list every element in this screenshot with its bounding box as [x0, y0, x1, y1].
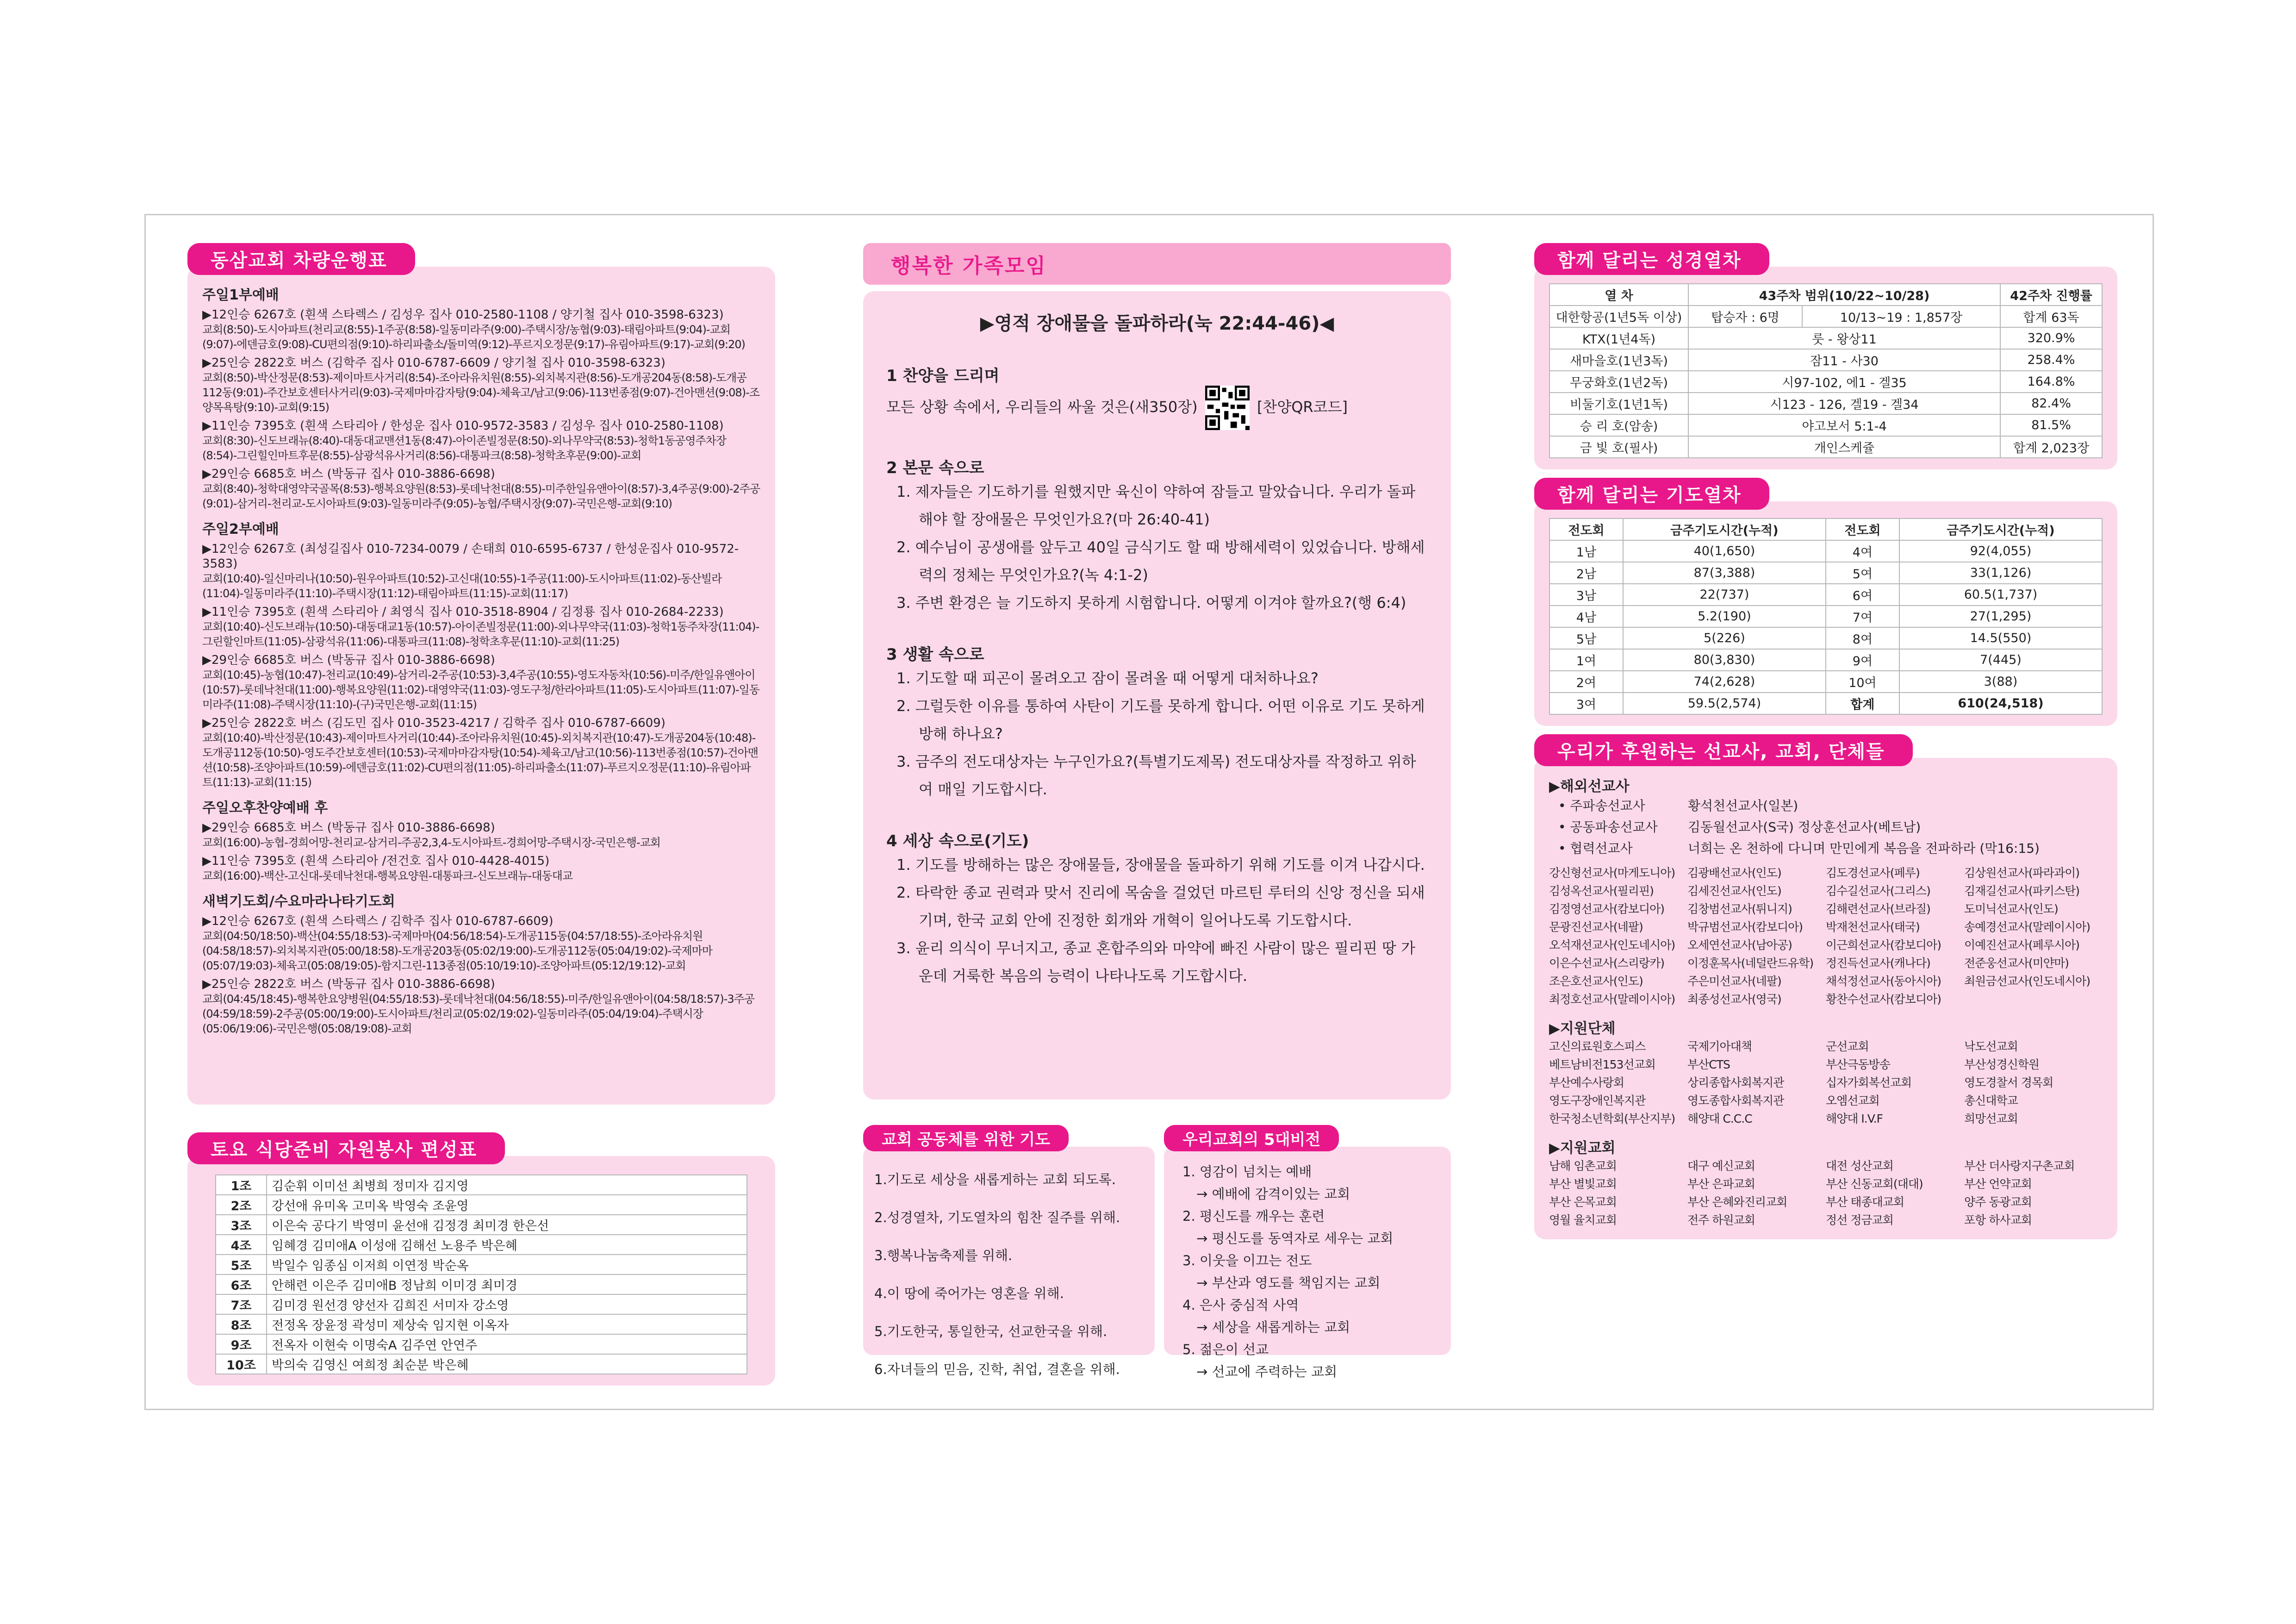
prayer-cell: 합계	[1826, 693, 1899, 714]
bus-header: ▶25인승 2822호 버스 (박동규 집사 010-3886-6698)	[202, 977, 495, 991]
missionary-line	[1549, 838, 2103, 859]
prayer-cell: 74(2,628)	[1623, 671, 1826, 693]
support-church: 부산 더사랑지구촌교회	[1964, 1159, 2075, 1173]
bible-progress: 82.4%	[2000, 393, 2102, 414]
vision-line: 1. 영감이 넘치는 예배	[1182, 1164, 1312, 1180]
bus-route: 교회(8:40)-청학대영약국골목(8:53)-행복요양원(8:53)-롯데낙천대(8:55)-미주한일유앤아이(8:57)-3,4주공(9:00)-2주공(9:01)-삼거리-천리교-도시아파트(9:03)-일동미라주(9:05)-농협/주택시장(9:07)-국민은행-교회(9:10)	[202, 482, 760, 510]
prayer-cell: 4남	[1549, 606, 1623, 627]
meal-names: 임혜경 김미애A 이성애 김해선 노용주 박은혜	[267, 1235, 747, 1255]
prayer-cell: 3여	[1549, 693, 1623, 714]
bus-route: 교회(16:00)-백산-고신대-롯데낙천대-행복요양원-대통파크-신도브래뉴-대동대교	[202, 869, 573, 882]
bus-route: 교회(10:40)-박산정문(10:43)-제이마트사거리(10:44)-조아라유치원(10:45)-외치복지관(10:47)-도개공204동(10:48)-도개공112동(10:50)-영도주간보호센터(10:53)-국제마마감자탕(10:54)-체육고/남고(10:56)-113번종점(10:57)-건아맨션(10:58)-조양아파트(10:59)-에덴금호(11:02)-CU편의점(11:05)-하리파출소(11:07)-푸르지오정문(11:10)-유림아파트(11:13)-교회(11:15)	[202, 731, 758, 789]
family-s2-heading: 2 본문 속으로	[886, 459, 984, 477]
bible-panel	[1534, 267, 2117, 469]
missionary-name: 오세연선교사(남아공)	[1687, 938, 1792, 952]
support-church: 부산 언약교회	[1964, 1177, 2032, 1191]
missionary-name: 김재길선교사(파키스탄)	[1964, 884, 2080, 898]
support-church: 부산 신동교회(대대)	[1826, 1177, 1923, 1191]
prayer-header-cell: 금주기도시간(누적)	[1623, 518, 1826, 540]
prayer-cell: 1여	[1549, 649, 1623, 671]
bus-header: ▶11인승 7395호 (흰색 스타리아 / 최영식 집사 010-3518-8904 / 김정룡 집사 010-2684-2233)	[202, 605, 724, 619]
prayer-cell: 2남	[1549, 562, 1623, 584]
family-s3-item: 1. 기도할 때 피곤이 몰려오고 잠이 몰려올 때 어떻게 대처하나요?	[896, 669, 1319, 687]
meal-team: 2조	[216, 1195, 267, 1215]
prayer-table	[1549, 518, 2103, 715]
support-church: 정선 정금교회	[1826, 1213, 1893, 1227]
bus-route: 교회(8:50)-박산정문(8:53)-제이마트사거리(8:54)-조아라유치원(8:55)-외치복지관(8:56)-도개공204동(8:58)-도개공112동(9:01)-주간보호센터사거리(9:03)-국제마마감자탕(9:04)-체육고/남고(9:06)-113번종점(9:07)-건아맨션(9:08)-조양목욕탕(9:10)-교회(9:15)	[202, 371, 759, 414]
community-item: 5.기도한국, 통일한국, 선교한국을 위해.	[874, 1324, 1108, 1339]
bible-train: KTX(1년4독)	[1549, 327, 1688, 349]
bible-row	[1549, 306, 2102, 327]
family-s4-item: 2. 타락한 종교 권력과 맞서 진리에 목숨을 걸었던 마르틴 루터의 신앙 정신을 되새기며, 한국 교회 안에 진정한 회개와 개혁이 일어나도록 기도합시다.	[896, 884, 1425, 929]
bus-route: 교회(8:30)-신도브래뉴(8:40)-대동대교맨션1동(8:47)-아이존빌정문(8:50)-외나무약국(8:53)-청학1동공영주차장(8:54)-그린힐인마트후문(8:55)-삼광석유사거리(8:56)-대통파크(8:58)-청학초후문(9:00)-교회	[202, 434, 727, 462]
family-s3-item: 2. 그럴듯한 이유를 통하여 사탄이 기도를 못하게 합니다. 어떤 이유로 기도 못하게 방해 하나요?	[896, 697, 1425, 743]
missionary-name: 이근희선교사(캄보디아)	[1826, 938, 1941, 952]
groups-grid	[1549, 1037, 2103, 1128]
community-item: 3.행복나눔축제를 위해.	[874, 1248, 1013, 1263]
bus-entry	[202, 418, 760, 463]
missionary-name: 김성옥선교사(필리핀)	[1549, 884, 1654, 898]
bible-extra: 10/13~19 : 1,857장	[1802, 306, 2000, 327]
missionary-name: 김수길선교사(그리스)	[1826, 884, 1930, 898]
prayer-row	[1549, 606, 2102, 627]
missionary-line-value: 황석천선교사(일본)	[1688, 798, 1798, 813]
support-church: 대전 성산교회	[1826, 1159, 1893, 1173]
support-church: 부산 태종대교회	[1826, 1195, 1904, 1209]
community-item: 6.자녀들의 믿음, 진학, 취업, 결혼을 위해.	[874, 1362, 1120, 1377]
vision-line: → 부산과 영도를 책임지는 교회	[1196, 1275, 1381, 1291]
bus-entry	[202, 605, 760, 649]
bulletin-sheet	[144, 214, 2154, 1410]
vehicle-schedule	[187, 267, 775, 1105]
vision-line: → 선교에 주력하는 교회	[1196, 1364, 1338, 1380]
meal-names: 박일수 임종심 이저희 이연정 박순옥	[267, 1255, 747, 1274]
groups-heading: ▶지원단체	[1549, 1020, 1616, 1037]
bus-header: ▶12인승 6267호 (흰색 스타렉스 / 김성우 집사 010-2580-1108 / 양기철 집사 010-3598-6323)	[202, 308, 724, 322]
prayer-row	[1549, 693, 2102, 714]
bus-route: 교회(10:40)-신도브래뉴(10:50)-대동대교1동(10:57)-아이존빌정문(11:00)-외나무약국(11:03)-청학1동주차장(11:04)-그린할인마트(11:05)-삼광석유(11:06)-대통파크(11:08)-청학초후문(11:10)-교회(11:25)	[202, 620, 759, 648]
bible-progress: 합계 63독	[2000, 306, 2102, 327]
missionary-line-key: • 주파송선교사	[1558, 798, 1645, 813]
vision-title: 우리교회의 5대비전	[1164, 1125, 1339, 1151]
prayer-cell: 5.2(190)	[1623, 606, 1826, 627]
support-church: 대구 예신교회	[1687, 1159, 1755, 1173]
bible-train: 새마을호(1년3독)	[1549, 349, 1688, 371]
qr-code-icon[interactable]	[1205, 386, 1250, 430]
prayer-row	[1549, 540, 2102, 562]
missionary-line	[1549, 795, 2103, 817]
support-church: 전주 하원교회	[1687, 1213, 1755, 1227]
vehicle-section-heading: 주일1부예배	[202, 287, 279, 303]
prayer-cell: 3남	[1549, 584, 1623, 606]
family-s4-item: 1. 기도를 방해하는 많은 장애물들, 장애물을 돌파하기 위해 기도를 이겨 나갑시다.	[896, 856, 1425, 874]
bible-table	[1549, 283, 2103, 458]
bible-range: 야고보서 5:1-4	[1688, 414, 2000, 436]
support-group: 해양대 C.C.C	[1687, 1112, 1752, 1125]
support-group: 희망선교회	[1964, 1112, 2018, 1125]
prayer-cell: 40(1,650)	[1623, 540, 1826, 562]
bible-train: 비둘기호(1년1독)	[1549, 393, 1688, 414]
missionary-name: 김광배선교사(인도)	[1687, 866, 1781, 880]
family-s2-item: 3. 주변 환경은 늘 기도하지 못하게 시험합니다. 어떻게 이겨야 할까요?(행 6:4)	[896, 594, 1406, 612]
bus-entry	[202, 820, 760, 850]
meal-team: 9조	[216, 1334, 267, 1354]
missionary-line-value: 너희는 온 천하에 다니며 만민에게 복음을 전파하라 (막16:15)	[1688, 841, 2040, 856]
prayer-row	[1549, 584, 2102, 606]
meal-row	[216, 1195, 747, 1215]
support-group: 해양대 I.V.F	[1826, 1112, 1883, 1125]
support-church: 포항 하사교회	[1964, 1213, 2032, 1227]
support-group: 부산성경신학원	[1964, 1058, 2040, 1071]
prayer-cell: 3(88)	[1899, 671, 2102, 693]
family-subtitle: ▶영적 장애물을 돌파하라(눅 22:44-46)◀	[980, 313, 1334, 334]
missionary-name: 김정영선교사(캄보디아)	[1549, 902, 1665, 916]
prayer-cell: 33(1,126)	[1899, 562, 2102, 584]
meal-row	[216, 1255, 747, 1274]
prayer-cell: 7여	[1826, 606, 1899, 627]
prayer-cell: 60.5(1,737)	[1899, 584, 2102, 606]
prayer-row	[1549, 649, 2102, 671]
missionary-name: 최종성선교사(영국)	[1687, 993, 1781, 1006]
bible-header-row	[1549, 284, 2102, 306]
prayer-row	[1549, 562, 2102, 584]
meal-row	[216, 1175, 747, 1195]
bus-entry	[202, 854, 760, 883]
support-group: 오엠선교회	[1826, 1094, 1879, 1107]
column-middle	[863, 243, 1451, 1099]
bus-header: ▶11인승 7395호 (흰색 스타리아 / 한성운 집사 010-9572-3583 / 김성우 집사 010-2580-1108)	[202, 419, 724, 433]
vision-line: → 세상을 새롭게하는 교회	[1196, 1319, 1350, 1335]
missionary-name: 채석정선교사(동아시아)	[1826, 974, 1941, 988]
vision-line: → 예배에 감격이있는 교회	[1196, 1186, 1350, 1202]
meal-names: 전옥자 이현숙 이명숙A 김주연 안연주	[267, 1334, 747, 1354]
meal-schedule	[187, 1156, 775, 1386]
bible-train: 무궁화호(1년2독)	[1549, 371, 1688, 393]
vehicle-section-heading: 주일2부예배	[202, 521, 279, 537]
meal-row	[216, 1354, 747, 1374]
support-group: 영도경찰서 경목회	[1964, 1076, 2053, 1089]
prayer-cell: 5(226)	[1623, 627, 1826, 649]
bus-entry	[202, 542, 760, 601]
prayer-cell: 10여	[1826, 671, 1899, 693]
hymn-text: 모든 상황 속에서, 우리들의 싸울 것은(새350장)	[886, 398, 1198, 416]
prayer-cell: 5남	[1549, 627, 1623, 649]
bible-progress: 합계 2,023장	[2000, 436, 2102, 458]
support-church: 남해 임촌교회	[1549, 1159, 1617, 1173]
community-title: 교회 공동체를 위한 기도	[863, 1125, 1069, 1151]
missionary-name: 황찬수선교사(캄보디아)	[1826, 993, 1941, 1006]
prayer-header-cell: 전도회	[1826, 518, 1899, 540]
bible-range: 탑승자 : 6명	[1688, 306, 1802, 327]
bus-route: 교회(10:45)-농협(10:47)-천리교(10:49)-삼거리-2주공(10:53)-3,4주공(10:55)-영도자동차(10:56)-미주/한일유앤아이(10:57)-롯데낙천대(11:00)-행복요양원(11:02)-대영약국(11:03)-영도구청/한라아파트(11:05)-도시아파트(11:07)-일동미라주(11:08)-주택시장(11:10)-(구)국민은행-교회(11:15)	[202, 668, 759, 711]
meal-team: 6조	[216, 1274, 267, 1294]
missionary-lines	[1549, 795, 2103, 859]
support-group: 총신대학교	[1964, 1094, 2018, 1107]
prayer-cell: 8여	[1826, 627, 1899, 649]
meal-team: 4조	[216, 1235, 267, 1255]
column-right	[1534, 243, 2117, 1239]
family-s3-item: 3. 금주의 전도대상자는 누구인가요?(특별기도제목) 전도대상자를 작정하고 위하여 매일 기도합시다.	[896, 753, 1416, 798]
bus-entry	[202, 977, 760, 1036]
bus-route: 교회(04:45/18:45)-행복한요양병원(04:55/18:53)-롯데낙천대(04:56/18:55)-미주/한일유앤아이(04:58/18:57)-3주공(04:59/18:59)-2주공(05:00/19:00)-도시아파트/천리교(05:02/19:02)-일동미라주(05:04/19:04)-주택시장(05:06/19:06)-국민은행(05:08/19:08)-교회	[202, 993, 754, 1035]
bus-route: 교회(16:00)-농협-경희어망-천리교-삼거리-주공2,3,4-도시아파트-경희어망-주택시장-국민은행-교회	[202, 836, 660, 849]
bible-header-cell: 43주차 범위(10/22~10/28)	[1688, 284, 2000, 306]
meal-row	[216, 1215, 747, 1235]
prayer-panel	[1534, 501, 2117, 726]
support-group: 군선교회	[1826, 1040, 1869, 1053]
support-group: 한국청소년학회(부산지부)	[1549, 1112, 1675, 1125]
meal-team: 3조	[216, 1215, 267, 1235]
community-item: 4.이 땅에 죽어가는 영혼을 위해.	[874, 1286, 1064, 1301]
missionary-name: 조은호선교사(인도)	[1549, 974, 1643, 988]
missionary-name: 강신형선교사(마게도니아)	[1549, 866, 1675, 880]
bible-row	[1549, 414, 2102, 436]
vision-line: 2. 평신도를 깨우는 훈련	[1182, 1208, 1325, 1224]
missionary-name: 오석재선교사(인도네시아)	[1549, 938, 1675, 952]
support-church: 양주 동광교회	[1964, 1195, 2032, 1209]
bible-range: 룻 - 왕상11	[1688, 327, 2000, 349]
family-s4-heading: 4 세상 속으로(기도)	[886, 832, 1029, 850]
overseas-heading: ▶해외선교사	[1549, 778, 1630, 795]
meal-names: 김순휘 이미선 최병희 정미자 김지영	[267, 1175, 747, 1195]
family-s2-item: 2. 예수님이 공생애를 앞두고 40일 금식기도 할 때 방해세력이 있었습니다. 방해세력의 정체는 무엇인가요?(녹 4:1-2)	[896, 538, 1425, 584]
bus-entry	[202, 716, 760, 790]
missionary-name: 최원금선교사(인도네시아)	[1964, 974, 2091, 988]
missionary-name: 주은미선교사(네팔)	[1687, 974, 1781, 988]
bible-train: 승 리 호(암송)	[1549, 414, 1688, 436]
bible-progress: 258.4%	[2000, 349, 2102, 371]
support-group: 십자가회복선교회	[1826, 1076, 1912, 1089]
vision-list	[1164, 1147, 1451, 1380]
bus-header: ▶12인승 6267호 (흰색 스타렉스 / 김학주 집사 010-6787-6609)	[202, 914, 554, 928]
prayer-cell: 22(737)	[1623, 584, 1826, 606]
bible-train: 대한항공(1년5독 이상)	[1549, 306, 1688, 327]
meal-names: 박의숙 김영신 여희정 최순분 박은혜	[267, 1354, 747, 1374]
vision-line: 4. 은사 중심적 사역	[1182, 1297, 1299, 1313]
prayer-cell: 610(24,518)	[1899, 693, 2102, 714]
support-church: 영월 율치교회	[1549, 1213, 1617, 1227]
prayer-title: 함께 달리는 기도열차	[1534, 478, 1769, 510]
prayer-cell: 92(4,055)	[1899, 540, 2102, 562]
support-church: 부산 은파교회	[1687, 1177, 1755, 1191]
support-group: 낙도선교회	[1964, 1040, 2018, 1053]
bible-range: 시97-102, 에1 - 겔35	[1688, 371, 2000, 393]
missions-title: 우리가 후원하는 선교사, 교회, 단체들	[1534, 734, 1913, 766]
family-s3-heading: 3 생활 속으로	[886, 645, 984, 664]
missionary-line-value: 김동월선교사(S국) 정상훈선교사(베트남)	[1688, 819, 1921, 835]
family-s2-item: 1. 제자들은 기도하기를 원했지만 육신이 약하여 잠들고 말았습니다. 우리가 돌파해야 할 장애물은 무엇인가요?(마 26:40-41)	[896, 483, 1416, 528]
bus-route: 교회(10:40)-일신마리나(10:50)-원우아파트(10:52)-고신대(10:55)-1주공(11:00)-도시아파트(11:02)-동산빌라(11:04)-일동미라주(11:10)-주택시장(11:12)-태림아파트(11:15)-교회(11:17)	[202, 572, 722, 600]
bible-range: 시123 - 126, 겔19 - 겔34	[1688, 393, 2000, 414]
meal-row	[216, 1274, 747, 1294]
vehicle-section-heading: 주일오후찬양예배 후	[202, 800, 328, 816]
missionary-name: 전준웅선교사(미얀마)	[1964, 956, 2069, 970]
bus-entry	[202, 467, 760, 511]
vehicle-section-heading: 새벽기도회/수요마라나타기도회	[202, 893, 395, 910]
bible-row	[1549, 327, 2102, 349]
missionary-name: 최정호선교사(말레이시아)	[1549, 993, 1675, 1006]
meal-names: 강선애 유미옥 고미옥 박영숙 조윤영	[267, 1195, 747, 1215]
missionary-name: 송예경선교사(말레이시아)	[1964, 920, 2091, 934]
church-vision	[1164, 1125, 1451, 1380]
prayer-cell: 6여	[1826, 584, 1899, 606]
missionary-name: 박재천선교사(태국)	[1826, 920, 1920, 934]
bus-entry	[202, 356, 760, 415]
family-s2-items	[886, 478, 1428, 617]
meal-row	[216, 1314, 747, 1334]
community-prayer	[863, 1125, 1155, 1377]
missionary-name: 이은수선교사(스리랑카)	[1549, 956, 1665, 970]
missionary-line	[1549, 817, 2103, 838]
bus-route: 교회(04:50/18:50)-백산(04:55/18:53)-국제마마(04:56/18:54)-도개공115동(04:57/18:55)-조아라유치원(04:58/18:57)-외치복지관(05:00/18:58)-도개공203동(05:02/19:00)-도개공112동(05:04/19:02)-국제마마(05:07/19:03)-체육고(05:08/19:05)-함지그린-113종점(05:10/19:10)-조양아파트(05:12/19:12)-교회	[202, 930, 712, 972]
support-church: 부산 은목교회	[1549, 1195, 1617, 1209]
churches-heading: ▶지원교회	[1549, 1140, 1616, 1156]
prayer-row	[1549, 671, 2102, 693]
missionary-line-key: • 공동파송선교사	[1558, 819, 1658, 835]
bible-row	[1549, 371, 2102, 393]
meal-names: 김미경 원선경 양선자 김희진 서미자 강소영	[267, 1294, 747, 1314]
support-group: 부산극동방송	[1826, 1058, 1890, 1071]
meal-title: 토요 식당준비 자원봉사 편성표	[187, 1132, 505, 1164]
support-group: 고신의료원호스피스	[1549, 1040, 1646, 1053]
missionary-name: 김창범선교사(튀니지)	[1687, 902, 1792, 916]
community-item: 1.기도로 세상을 새롭게하는 교회 되도록.	[874, 1172, 1116, 1187]
missionary-name	[1964, 990, 2103, 1008]
bible-progress: 164.8%	[2000, 371, 2102, 393]
support-group: 베트남비전153선교회	[1549, 1058, 1655, 1071]
qr-label: [찬양QR코드]	[1257, 398, 1348, 416]
churches-grid	[1549, 1157, 2103, 1229]
prayer-cell: 9여	[1826, 649, 1899, 671]
support-group: 부산예수사랑회	[1549, 1076, 1624, 1089]
family-title: 행복한 가족모임	[863, 243, 1451, 285]
prayer-cell: 80(3,830)	[1623, 649, 1826, 671]
prayer-cell: 14.5(550)	[1899, 627, 2102, 649]
bible-header-cell: 42주차 진행률	[2000, 284, 2102, 306]
bus-header: ▶29인승 6685호 버스 (박동규 집사 010-3886-6698)	[202, 467, 495, 481]
meal-table	[215, 1174, 747, 1374]
community-list	[863, 1147, 1155, 1377]
column-left	[187, 243, 775, 1386]
vision-line: → 평신도를 동역자로 세우는 교회	[1196, 1230, 1394, 1246]
meal-team: 7조	[216, 1294, 267, 1314]
missionary-name: 김상원선교사(파라과이)	[1964, 866, 2080, 880]
meal-team: 5조	[216, 1255, 267, 1274]
support-church: 부산 은혜와진리교회	[1687, 1195, 1787, 1209]
family-panel	[863, 291, 1451, 1099]
missionary-name: 김세진선교사(인도)	[1687, 884, 1781, 898]
community-item: 2.성경열차, 기도열차의 힘찬 질주를 위해.	[874, 1210, 1120, 1225]
vision-line: 3. 이웃을 이끄는 전도	[1182, 1253, 1312, 1268]
missionary-name: 김해련선교사(브라질)	[1826, 902, 1930, 916]
vehicle-title: 동삼교회 차량운행표	[187, 243, 415, 275]
bus-header: ▶11인승 7395호 (흰색 스타리아 /전건호 집사 010-4428-4015)	[202, 854, 550, 868]
missionary-line-key: • 협력선교사	[1558, 841, 1633, 856]
bus-entry	[202, 653, 760, 712]
bus-header: ▶29인승 6685호 버스 (박동규 집사 010-3886-6698)	[202, 653, 495, 667]
bible-progress: 81.5%	[2000, 414, 2102, 436]
bus-header: ▶12인승 6267호 (최성길집사 010-7234-0079 / 손태희 010-6595-6737 / 한성운집사 010-9572-3583)	[202, 542, 739, 571]
support-group: 영도구장애인복지관	[1549, 1094, 1646, 1107]
bus-entry	[202, 914, 760, 973]
bible-range: 개인스케쥴	[1688, 436, 2000, 458]
meal-team: 10조	[216, 1354, 267, 1374]
bible-train: 금 빛 호(필사)	[1549, 436, 1688, 458]
missionary-name: 문광진선교사(네팔)	[1549, 920, 1643, 934]
bus-header: ▶29인승 6685호 버스 (박동규 집사 010-3886-6698)	[202, 821, 495, 835]
bible-row	[1549, 393, 2102, 414]
meal-team: 8조	[216, 1314, 267, 1334]
prayer-cell: 59.5(2,574)	[1623, 693, 1826, 714]
family-s1-line	[886, 386, 1428, 430]
support-group: 국제기아대책	[1687, 1040, 1752, 1053]
prayer-cell: 1남	[1549, 540, 1623, 562]
bus-route: 교회(8:50)-도시아파트(천리교(8:55)-1주공(8:58)-일동미라주(9:00)-주택시장/농협(9:03)-태림아파트(9:04)-교회(9:07)-에덴금호(9:08)-CU편의점(9:10)-하리파출소/돌미역(9:12)-푸르지오정문(9:17)-유림아파트(9:17)-교회(9:20)	[202, 323, 745, 351]
prayer-header-row	[1549, 518, 2102, 540]
prayer-cell: 7(445)	[1899, 649, 2102, 671]
prayer-cell: 2여	[1549, 671, 1623, 693]
prayer-cell: 87(3,388)	[1623, 562, 1826, 584]
missionary-name: 도미닉선교사(인도)	[1964, 902, 2058, 916]
prayer-header-cell: 전도회	[1549, 518, 1623, 540]
meal-team: 1조	[216, 1175, 267, 1195]
meal-names: 이은숙 공다기 박영미 윤선애 김정경 최미경 한은선	[267, 1215, 747, 1235]
family-s1-heading: 1 찬양을 드리며	[886, 367, 1000, 385]
meal-row	[216, 1334, 747, 1354]
bible-progress: 320.9%	[2000, 327, 2102, 349]
prayer-header-cell: 금주기도시간(누적)	[1899, 518, 2102, 540]
bus-header: ▶25인승 2822호 버스 (김도민 집사 010-3523-4217 / 김학주 집사 010-6787-6609)	[202, 716, 666, 730]
bible-range: 잠11 - 사30	[1688, 349, 2000, 371]
meal-names: 전정옥 장윤정 곽성미 제상숙 임지현 이옥자	[267, 1314, 747, 1334]
bible-header-cell: 열 차	[1549, 284, 1688, 306]
meal-names: 안해련 이은주 김미애B 정남희 이미경 최미경	[267, 1274, 747, 1294]
family-s4-items	[886, 851, 1428, 990]
prayer-cell: 27(1,295)	[1899, 606, 2102, 627]
meal-row	[216, 1235, 747, 1255]
prayer-cell: 4여	[1826, 540, 1899, 562]
support-church: 부산 별빛교회	[1549, 1177, 1617, 1191]
meal-row	[216, 1294, 747, 1314]
missionary-name: 이예진선교사(페루시아)	[1964, 938, 2080, 952]
bible-row	[1549, 436, 2102, 458]
support-group: 부산CTS	[1687, 1058, 1730, 1071]
missionary-name: 박규범선교사(캄보디아)	[1687, 920, 1803, 934]
missions-panel	[1534, 758, 2117, 1239]
prayer-row	[1549, 627, 2102, 649]
missionary-grid	[1549, 864, 2103, 1008]
missionary-name: 이정훈목사(네덜란드유학)	[1687, 956, 1814, 970]
missionary-name: 김도경선교사(페루)	[1826, 866, 1920, 880]
family-s3-items	[886, 664, 1428, 803]
bible-row	[1549, 349, 2102, 371]
support-group: 영도종합사회복지관	[1687, 1094, 1784, 1107]
bus-entry	[202, 307, 760, 352]
bus-header: ▶25인승 2822호 버스 (김학주 집사 010-6787-6609 / 양기철 집사 010-3598-6323)	[202, 356, 666, 370]
family-s4-item: 3. 윤리 의식이 무너지고, 종교 혼합주의와 마약에 빠진 사람이 많은 필리핀 땅 가운데 거룩한 복음의 능력이 나타나도록 기도합시다.	[896, 939, 1416, 985]
prayer-cell: 5여	[1826, 562, 1899, 584]
vision-line: 5. 젊은이 선교	[1182, 1342, 1269, 1357]
bible-title: 함께 달리는 성경열차	[1534, 243, 1769, 275]
missionary-name: 정진득선교사(캐나다)	[1826, 956, 1930, 970]
support-group: 상리종합사회복지관	[1687, 1076, 1784, 1089]
